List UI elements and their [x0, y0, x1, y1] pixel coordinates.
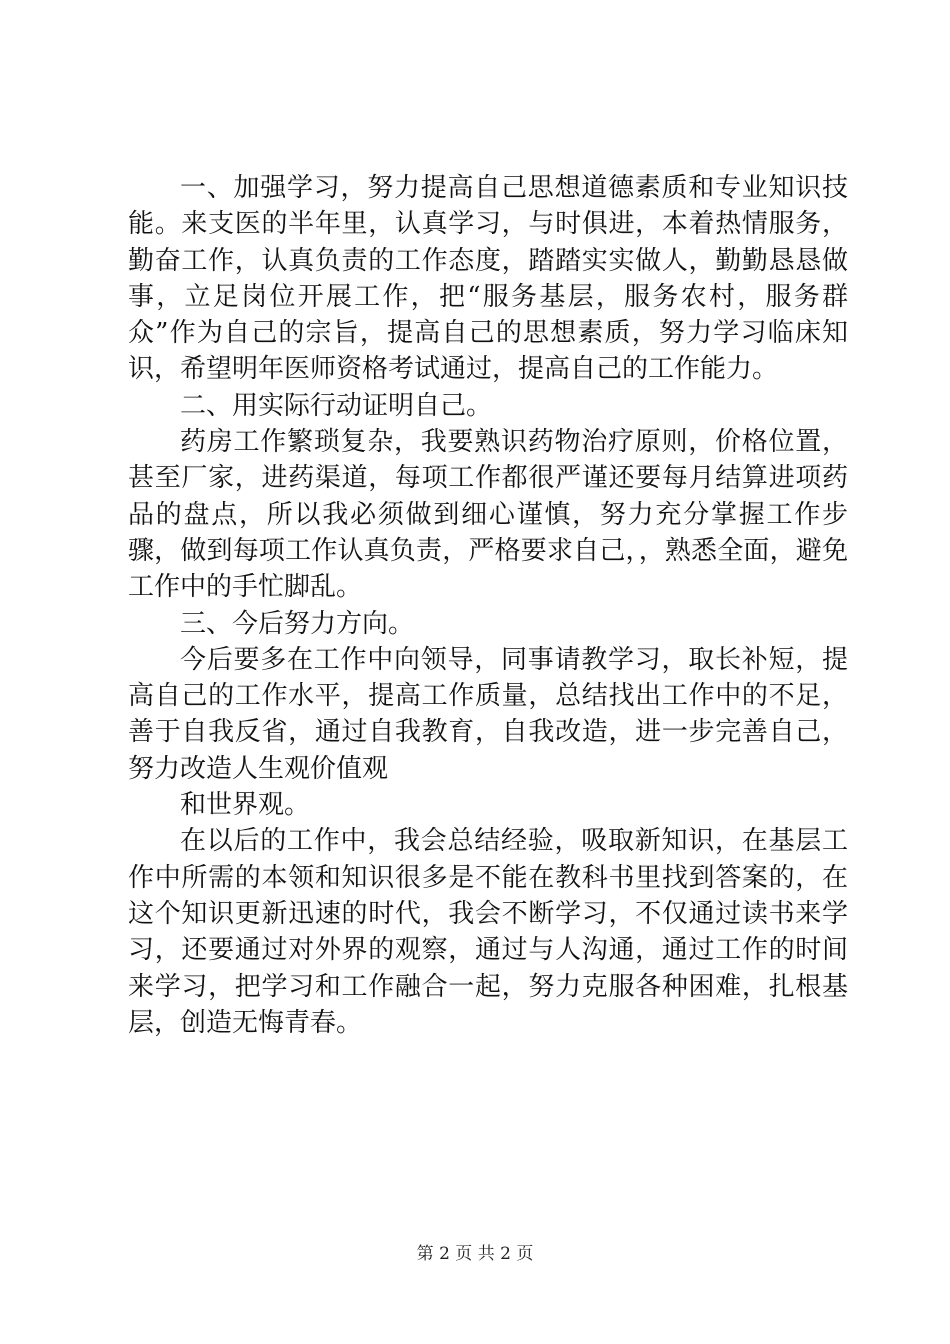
- paragraph-future: 今后要多在工作中向领导，同事请教学习，取长补短，提高自己的工作水平，提高工作质量，总结找出工作中的不足，善于自我反省，通过自我教育，自我改造，进一步完善自己，努力改造人生观价值观: [128, 644, 848, 784]
- document-body: [128, 170, 848, 1041]
- page-number-footer: 第 2 页 共 2 页: [416, 1244, 534, 1264]
- paragraph-pharmacy: 药房工作繁琐复杂，我要熟识药物治疗原则，价格位置，甚至厂家，进药渠道，每项工作都很严谨还要每月结算进项药品的盘点，所以我必须做到细心谨慎，努力充分掌握工作步骤，做到每项工作认真负责，严格要求自己，，熟悉全面，避免工作中的手忙脚乱。: [128, 427, 848, 603]
- heading-direction: 三、今后努力方向。: [180, 608, 415, 639]
- paragraph-worldview: 和世界观。: [180, 790, 311, 821]
- heading-action: 二、用实际行动证明自己。: [180, 390, 493, 421]
- paragraph-conclusion: 在以后的工作中，我会总结经验，吸取新知识，在基层工作中所需的本领和知识很多是不能在教科书里找到答案的，在这个知识更新迅速的时代，我会不断学习，不仅通过读书来学习，还要通过对外界的观察，通过与人沟通，通过工作的时间来学习，把学习和工作融合一起，努力克服各种困难，扎根基层，创造无悔青春。: [128, 826, 848, 1038]
- paragraph-study: 一、加强学习，努力提高自己思想道德素质和专业知识技能。来支医的半年里，认真学习，与时俱进，本着热情服务，勤奋工作，认真负责的工作态度，踏踏实实做人，勤勤恳恳做事，立足岗位开展工作，把“服务基层，服务农村，服务群众”作为自己的宗旨，提高自己的思想素质，努力学习临床知识，希望明年医师资格考试通过，提高自己的工作能力。: [128, 173, 848, 385]
